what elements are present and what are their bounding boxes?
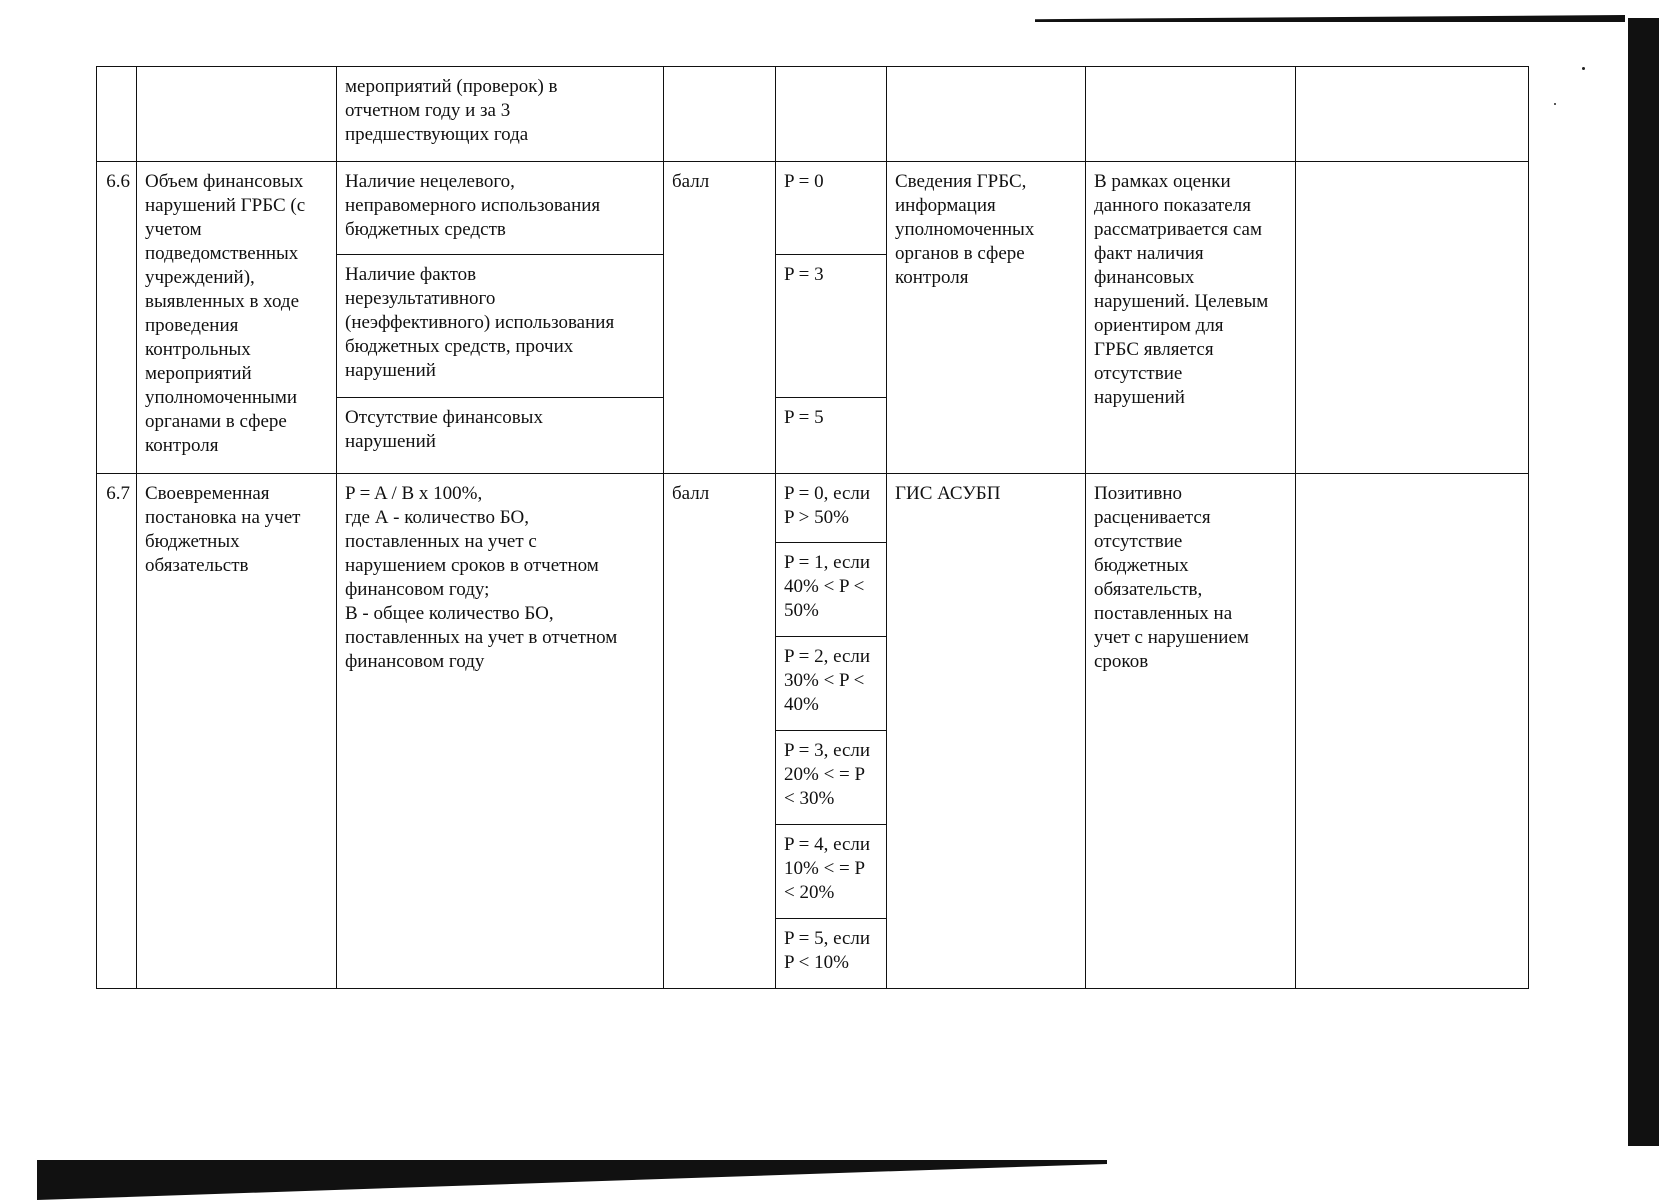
- text-line: P = 2, если: [784, 646, 871, 667]
- text-line: P = 5: [784, 407, 824, 428]
- cell-indicator-name: [137, 474, 337, 989]
- text-line: P = 0, если: [784, 483, 871, 504]
- text-line: финансовых: [1094, 267, 1195, 288]
- cell-score: [776, 474, 887, 543]
- text-line: мероприятий: [145, 363, 252, 384]
- text-line: отсутствие: [1094, 363, 1183, 384]
- text-line: 40%: [784, 694, 819, 715]
- text-line: Отсутствие финансовых: [345, 407, 543, 428]
- text-line: нарушением сроков в отчетном: [345, 555, 599, 576]
- text-line: В рамках оценки: [1094, 171, 1231, 192]
- table-row-6-7: [97, 474, 1529, 543]
- text-line: < 30%: [784, 788, 835, 809]
- text-line: нарушений: [345, 431, 436, 452]
- text-line: проведения: [145, 315, 239, 336]
- cell-number: [97, 67, 137, 162]
- indicator-table: [96, 66, 1529, 989]
- cell-score: [776, 825, 887, 919]
- cell-note: [1086, 162, 1296, 474]
- text-line: учетом: [145, 219, 202, 240]
- cell-indicator-name: [137, 162, 337, 474]
- text-line: поставленных на учет с: [345, 531, 537, 552]
- cell-source: [887, 67, 1086, 162]
- text-line: контрольных: [145, 339, 251, 360]
- text-line: Позитивно: [1094, 483, 1183, 504]
- text-line: информация: [895, 195, 996, 216]
- text-line: < 20%: [784, 882, 835, 903]
- text-line: ориентиром для: [1094, 315, 1224, 336]
- cell-calculation: [337, 398, 664, 474]
- text-line: учреждений),: [145, 267, 255, 288]
- text-line: 30% < P <: [784, 670, 865, 691]
- text-line: неправомерного использования: [345, 195, 601, 216]
- cell-indicator-name: [137, 67, 337, 162]
- cell-extra: [1296, 162, 1529, 474]
- text-line: нарушений ГРБС (с: [145, 195, 306, 216]
- text-line: где А - количество БО,: [345, 507, 529, 528]
- cell-calculation: [337, 67, 664, 162]
- text-line: бюджетных: [1094, 555, 1189, 576]
- scan-speck: [1582, 67, 1585, 70]
- text-line: (неэффективного) использования: [345, 312, 615, 333]
- text-line: P = A / B x 100%,: [345, 483, 483, 504]
- text-line: уполномоченных: [895, 219, 1035, 240]
- cell-number: 6.7: [97, 474, 137, 989]
- text-line: обязательств: [145, 555, 249, 576]
- text-line: бюджетных средств, прочих: [345, 336, 574, 357]
- cell-unit: балл: [664, 162, 776, 474]
- text-line: P = 1, если: [784, 552, 871, 573]
- cell-score: [776, 731, 887, 825]
- text-line: контроля: [145, 435, 219, 456]
- text-line: мероприятий (проверок) в: [345, 76, 558, 97]
- text-line: нарушений. Целевым: [1094, 291, 1269, 312]
- text-line: бюджетных средств: [345, 219, 506, 240]
- text-line: факт наличия: [1094, 243, 1204, 264]
- cell-score: [776, 255, 887, 398]
- cell-score: [776, 637, 887, 731]
- text-line: отчетном году и за 3: [345, 100, 511, 121]
- text-line: Объем финансовых: [145, 171, 304, 192]
- table-row-continuation: [97, 67, 1529, 162]
- cell-note: [1086, 67, 1296, 162]
- cell-calculation: [337, 162, 664, 255]
- text-line: финансовом году;: [345, 579, 490, 600]
- cell-score: [776, 543, 887, 637]
- text-line: поставленных на учет в отчетном: [345, 627, 618, 648]
- text-line: нарушений: [345, 360, 436, 381]
- cell-score: [776, 398, 887, 474]
- text-line: учет с нарушением: [1094, 627, 1249, 648]
- text-line: Своевременная: [145, 483, 270, 504]
- text-line: 50%: [784, 600, 819, 621]
- text-line: 10% < = P: [784, 858, 866, 879]
- cell-unit: балл: [664, 474, 776, 989]
- text-line: нарушений: [1094, 387, 1185, 408]
- cell-number: 6.6: [97, 162, 137, 474]
- cell-unit: [664, 67, 776, 162]
- text-line: органов в сфере: [895, 243, 1025, 264]
- scan-edge-top: [1035, 15, 1625, 22]
- text-line: постановка на учет: [145, 507, 301, 528]
- text-line: P = 0: [784, 171, 824, 192]
- cell-source: [887, 474, 1086, 989]
- text-line: 40% < P <: [784, 576, 865, 597]
- cell-calculation: [337, 255, 664, 398]
- text-line: 20% < = P: [784, 764, 866, 785]
- text-line: предшествующих года: [345, 124, 529, 145]
- text-line: выявленных в ходе: [145, 291, 300, 312]
- text-line: P < 10%: [784, 952, 849, 973]
- text-line: Сведения ГРБС,: [895, 171, 1027, 192]
- text-line: обязательств,: [1094, 579, 1203, 600]
- scan-speck: [1554, 103, 1556, 105]
- text-line: бюджетных: [145, 531, 240, 552]
- text-line: уполномоченными: [145, 387, 298, 408]
- cell-score: [776, 162, 887, 255]
- text-line: поставленных на: [1094, 603, 1233, 624]
- text-line: отсутствие: [1094, 531, 1183, 552]
- text-line: Наличие фактов: [345, 264, 477, 285]
- cell-score: [776, 67, 887, 162]
- cell-calculation: [337, 474, 664, 989]
- text-line: P > 50%: [784, 507, 849, 528]
- table-row-6-6: [97, 162, 1529, 255]
- cell-source: [887, 162, 1086, 474]
- text-line: рассматривается сам: [1094, 219, 1263, 240]
- cell-score: [776, 919, 887, 989]
- cell-extra: [1296, 474, 1529, 989]
- text-line: P = 3, если: [784, 740, 871, 761]
- text-line: расценивается: [1094, 507, 1211, 528]
- text-line: P = 5, если: [784, 928, 871, 949]
- scan-edge-bottom: [37, 1160, 1107, 1200]
- text-line: контроля: [895, 267, 969, 288]
- text-line: подведомственных: [145, 243, 299, 264]
- text-line: P = 4, если: [784, 834, 871, 855]
- cell-note: [1086, 474, 1296, 989]
- text-line: Наличие нецелевого,: [345, 171, 515, 192]
- text-line: P = 3: [784, 264, 824, 285]
- text-line: финансовом году: [345, 651, 485, 672]
- cell-extra: [1296, 67, 1529, 162]
- text-line: ГРБС является: [1094, 339, 1214, 360]
- text-line: органами в сфере: [145, 411, 287, 432]
- text-line: нерезультативного: [345, 288, 496, 309]
- text-line: ГИС АСУБП: [895, 483, 1001, 504]
- scan-edge-right: [1628, 18, 1659, 1146]
- text-line: В - общее количество БО,: [345, 603, 554, 624]
- text-line: сроков: [1094, 651, 1149, 672]
- text-line: данного показателя: [1094, 195, 1251, 216]
